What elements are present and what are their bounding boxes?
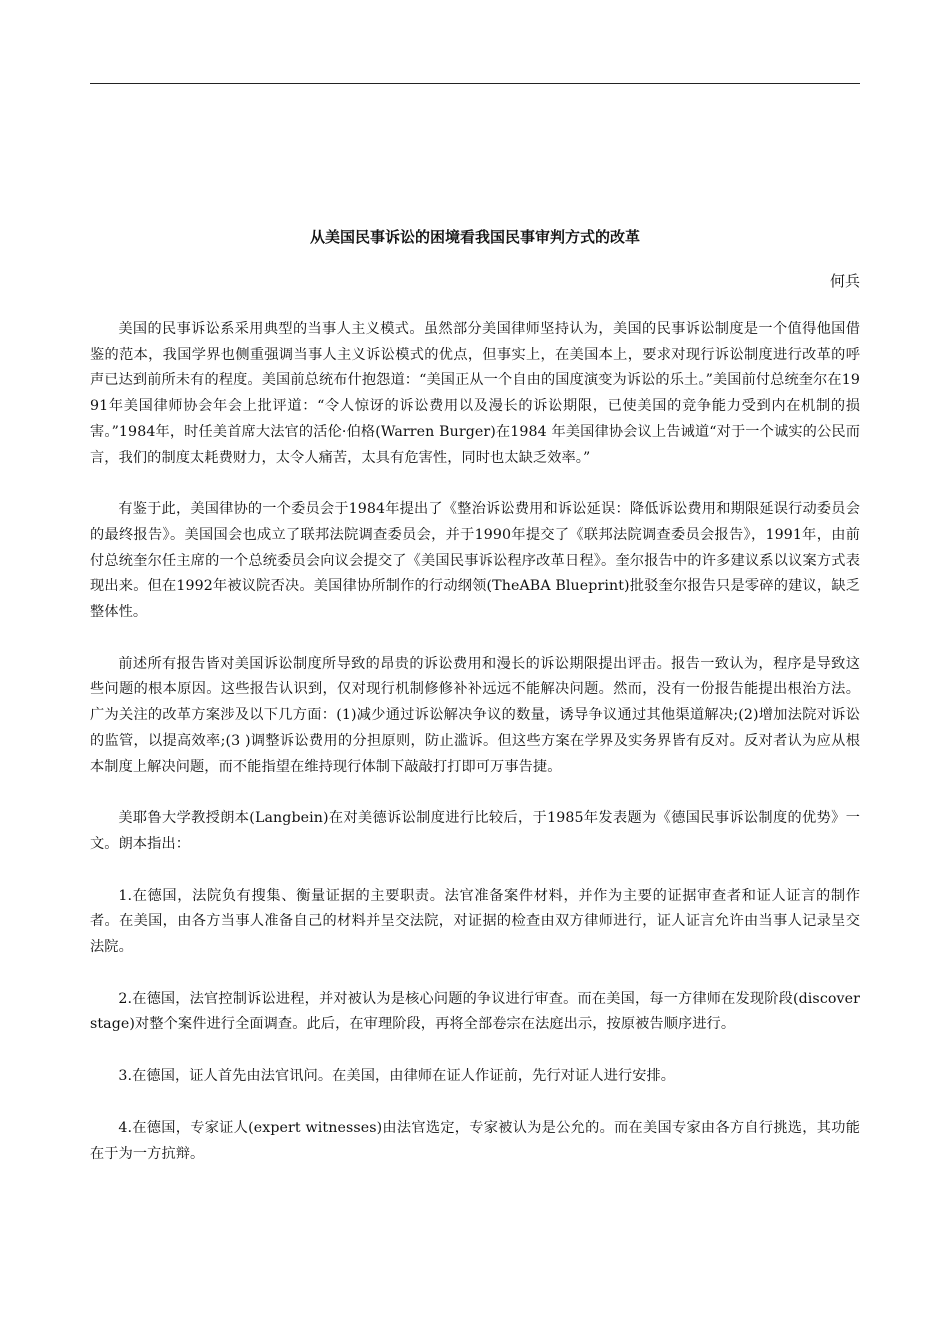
document-body (90, 317, 860, 1193)
paragraph: 美耶鲁大学教授朗本(Langbein)在对美德诉讼制度进行比较后，于1985年发表题为《德国民事诉讼制度的优势》一文。朗本指出： (90, 810, 860, 852)
header-rule (90, 83, 860, 84)
paragraph: 美国的民事诉讼系采用典型的当事人主义模式。虽然部分美国律师坚持认为，美国的民事诉讼制度是一个值得他国借鉴的范本，我国学界也侧重强调当事人主义诉讼模式的优点，但事实上，在美国本上，要求对现行诉讼制度进行改革的呼声已达到前所未有的程度。美国前总统布什抱怨道：“美国正从一个自由的国度演变为诉讼的乐土。”美国前付总统奎尔在1991年美国律师协会年会上批评道：“令人惊讶的诉讼费用以及漫长的诉讼期限，已使美国的竞争能力受到内在机制的损害。”1984年，时任美首席大法官的活伦·伯格(Warren Burger)在1984 年美国律协会议上告诫道“对于一个诚实的公民而言，我们的制度太耗费财力，太令人痛苦，太具有危害性，同时也太缺乏效率。” (90, 321, 860, 466)
document-title: 从美国民事诉讼的困境看我国民事审判方式的改革 (309, 228, 640, 246)
list-item: 3.在德国，证人首先由法官讯问。在美国，由律师在证人作证前，先行对证人进行安排。 (118, 1068, 676, 1085)
document-author: 何兵 (829, 272, 860, 290)
list-item: 2.在德国，法官控制诉讼进程，并对被认为是核心问题的争议进行审查。而在美国，每一方律师在发现阶段(discover stage)对整个案件进行全面调查。此后，在审理阶段，再将全部卷宗在法庭出示，按原被告顺序进行。 (90, 990, 860, 1033)
paragraph: 前述所有报告皆对美国诉讼制度所导致的昂贵的诉讼费用和漫长的诉讼期限提出评击。报告一致认为，程序是导致这些问题的根本原因。这些报告认识到，仅对现行机制修修补补远远不能解决问题。然而，没有一份报告能提出根治方法。广为关注的改革方案涉及以下几方面：(1)减少通过诉讼解决争议的数量，诱导争议通过其他渠道解决;(2)增加法院对诉讼的监管，以提高效率;(3 )调整诉讼费用的分担原则，防止滥诉。但这些方案在学界及实务界皆有反对。反对者认为应从根本制度上解决问题，而不能指望在维持现行体制下敲敲打打即可万事告捷。 (90, 655, 860, 775)
paragraph: 有鉴于此，美国律协的一个委员会于1984年提出了《整治诉讼费用和诉讼延误：降低诉讼费用和期限延误行动委员会的最终报告》。美国国会也成立了联邦法院调查委员会，并于1990年提交了《联邦法院调查委员会报告》，1991年，由前付总统奎尔任主席的一个总统委员会向议会提交了《美国民事诉讼程序改革日程》。奎尔报告中的许多建议系以议案方式表现出来。但在1992年被议院否决。美国律协所制作的行动纲领(TheABA Blueprint)批驳奎尔报告只是零碎的建议，缺乏整体性。 (90, 501, 860, 621)
list-item: 4.在德国，专家证人(expert witnesses)由法官选定，专家被认为是公允的。而在美国专家由各方自行挑选，其功能在于为一方抗辩。 (90, 1119, 860, 1162)
list-item: 1.在德国，法院负有搜集、衡量证据的主要职责。法官准备案件材料，并作为主要的证据审查者和证人证言的制作者。在美国，由各方当事人准备自己的材料并呈交法院，对证据的检查由双方律师进行，证人证言允许由当事人记录呈交法院。 (90, 887, 860, 956)
